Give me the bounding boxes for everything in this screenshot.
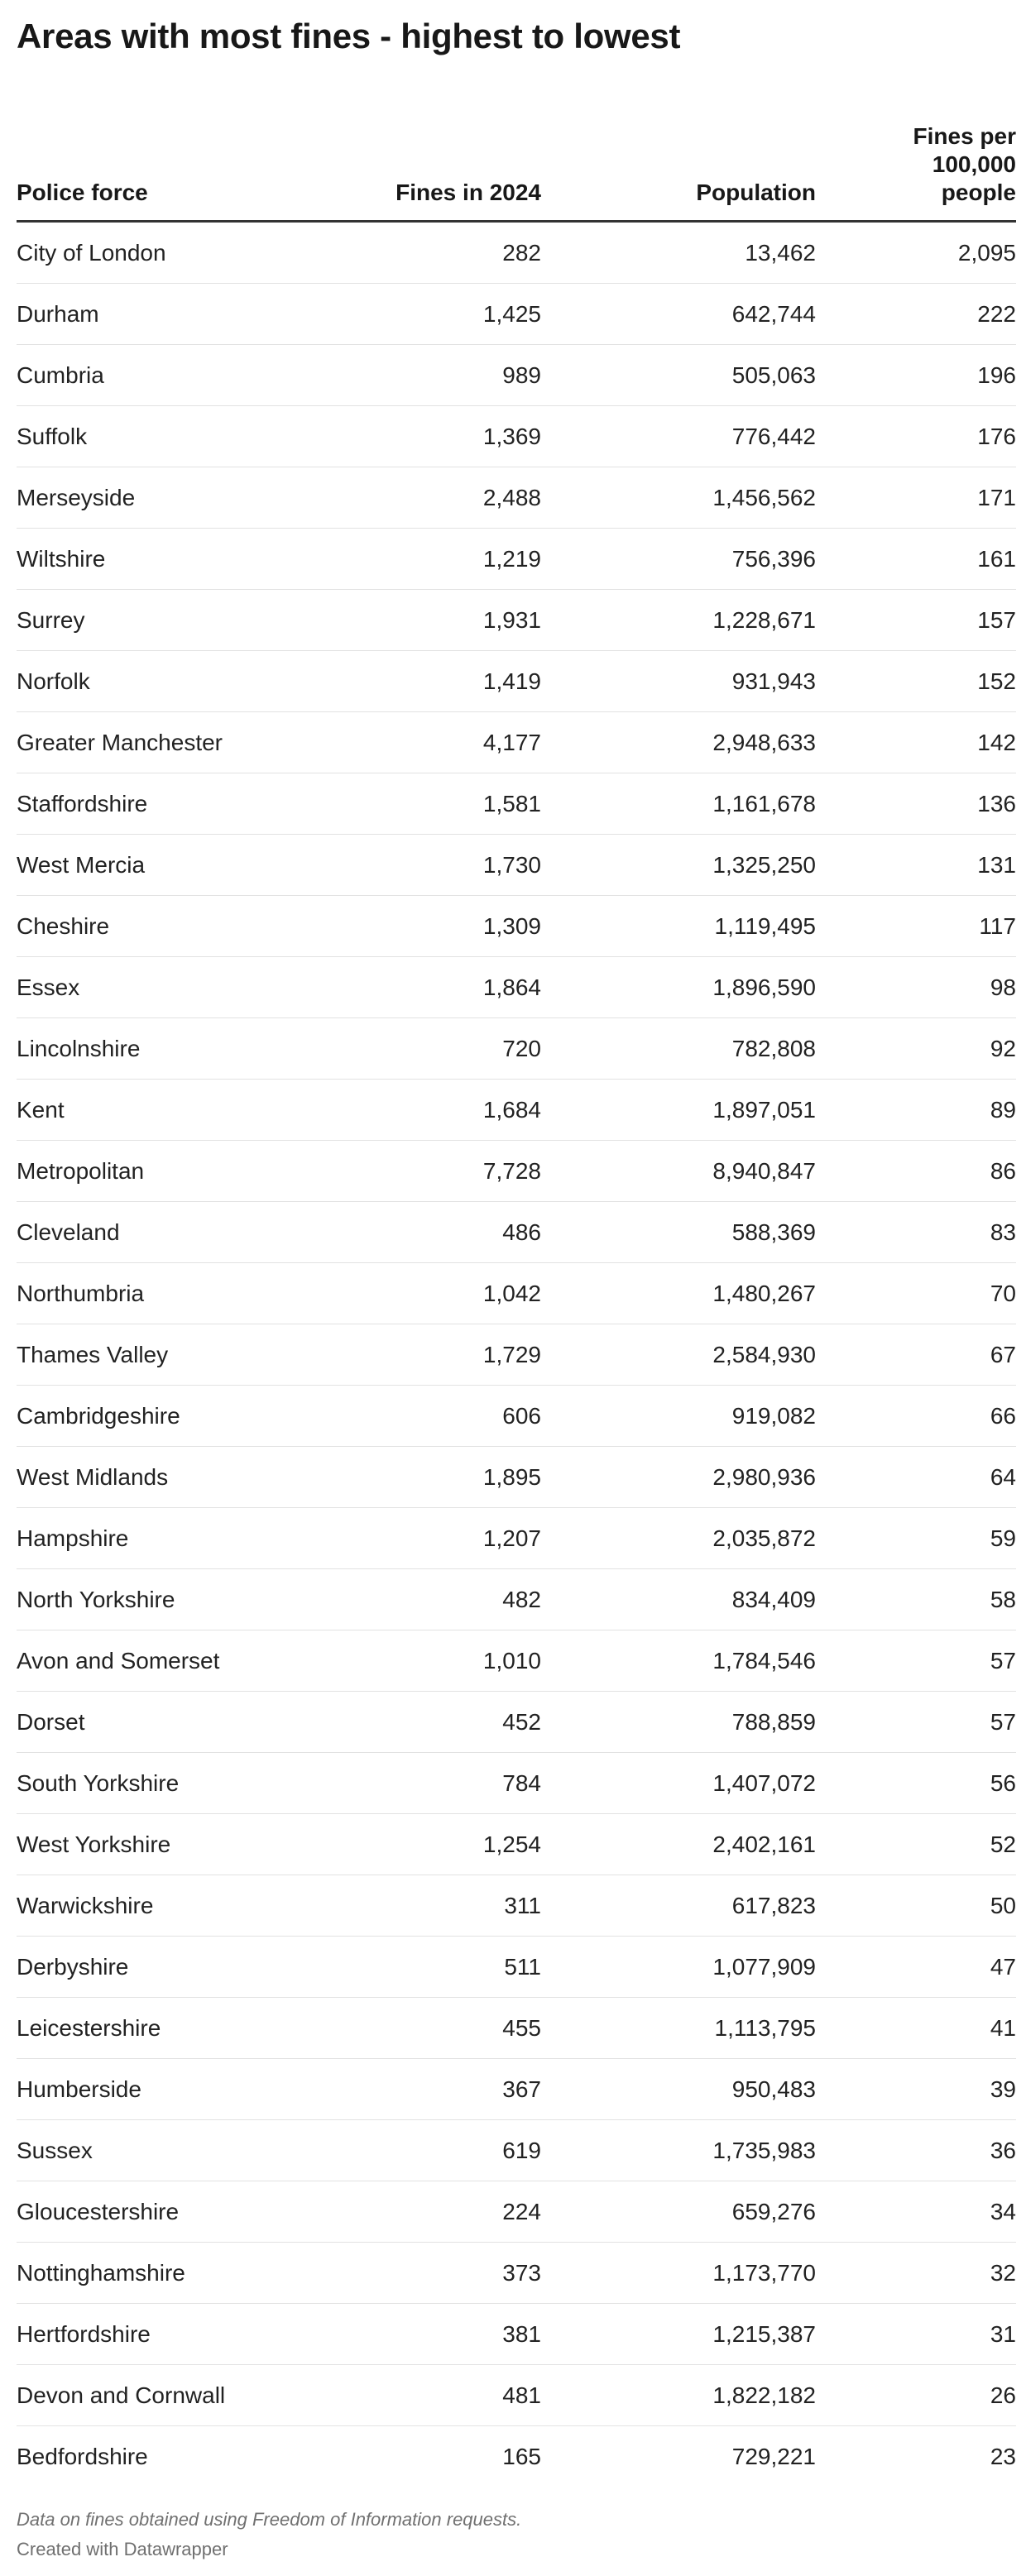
fines-2024-cell: 2,488 (291, 467, 541, 529)
population-cell: 2,035,872 (541, 1508, 816, 1569)
fines-per-100k-cell: 36 (816, 2120, 1016, 2181)
population-cell: 788,859 (541, 1692, 816, 1753)
fines-2024-cell: 606 (291, 1386, 541, 1447)
police-force-cell: Devon and Cornwall (17, 2365, 291, 2426)
table-row (17, 284, 1016, 345)
fines-2024-cell: 784 (291, 1753, 541, 1814)
fines-2024-cell: 1,369 (291, 406, 541, 467)
population-cell: 1,822,182 (541, 2365, 816, 2426)
table-row (17, 835, 1016, 896)
fines-per-100k-cell: 83 (816, 1202, 1016, 1263)
table-row (17, 1692, 1016, 1753)
police-force-cell: Suffolk (17, 406, 291, 467)
fines-per-100k-cell: 86 (816, 1141, 1016, 1202)
population-cell: 1,228,671 (541, 590, 816, 651)
fines-per-100k-cell: 2,095 (816, 222, 1016, 284)
table-row (17, 773, 1016, 835)
table-row (17, 712, 1016, 773)
table-row (17, 1814, 1016, 1875)
police-force-cell: Avon and Somerset (17, 1630, 291, 1692)
fines-per-100k-cell: 50 (816, 1875, 1016, 1937)
police-force-cell: North Yorkshire (17, 1569, 291, 1630)
population-cell: 1,456,562 (541, 467, 816, 529)
fines-per-100k-cell: 117 (816, 896, 1016, 957)
fines-2024-cell: 989 (291, 345, 541, 406)
fines-2024-cell: 1,730 (291, 835, 541, 896)
population-cell: 1,897,051 (541, 1080, 816, 1141)
table-row (17, 406, 1016, 467)
population-cell: 617,823 (541, 1875, 816, 1937)
fines-2024-cell: 1,684 (291, 1080, 541, 1141)
fines-per-100k-cell: 57 (816, 1692, 1016, 1753)
police-force-cell: Hertfordshire (17, 2304, 291, 2365)
table-row (17, 1202, 1016, 1263)
table-row (17, 651, 1016, 712)
police-force-cell: Cumbria (17, 345, 291, 406)
population-cell: 931,943 (541, 651, 816, 712)
table-row (17, 896, 1016, 957)
fines-2024-cell: 481 (291, 2365, 541, 2426)
table-row (17, 590, 1016, 651)
table-row (17, 957, 1016, 1018)
table-row (17, 1324, 1016, 1386)
police-force-cell: Cleveland (17, 1202, 291, 1263)
fines-2024-cell: 1,581 (291, 773, 541, 835)
population-cell: 756,396 (541, 529, 816, 590)
police-force-cell: Derbyshire (17, 1937, 291, 1998)
fines-per-100k-cell: 39 (816, 2059, 1016, 2120)
fines-2024-cell: 720 (291, 1018, 541, 1080)
column-header-fines-2024[interactable]: Fines in 2024 (291, 101, 541, 222)
police-force-cell: Cheshire (17, 896, 291, 957)
police-force-cell: West Mercia (17, 835, 291, 896)
fines-2024-cell: 482 (291, 1569, 541, 1630)
police-force-cell: Metropolitan (17, 1141, 291, 1202)
police-force-cell: Wiltshire (17, 529, 291, 590)
population-cell: 2,980,936 (541, 1447, 816, 1508)
credit-note: Created with Datawrapper (17, 2539, 228, 2559)
fines-per-100k-cell: 31 (816, 2304, 1016, 2365)
police-force-cell: Essex (17, 957, 291, 1018)
table-header (17, 101, 1016, 222)
police-force-cell: Thames Valley (17, 1324, 291, 1386)
header-row (17, 101, 1016, 222)
chart-title: Areas with most fines - highest to lowest (17, 17, 681, 55)
population-cell: 1,407,072 (541, 1753, 816, 1814)
fines-2024-cell: 1,419 (291, 651, 541, 712)
population-cell: 1,735,983 (541, 2120, 816, 2181)
police-force-cell: Nottinghamshire (17, 2243, 291, 2304)
population-cell: 1,480,267 (541, 1263, 816, 1324)
police-force-cell: Gloucestershire (17, 2181, 291, 2243)
table-row (17, 2120, 1016, 2181)
footer-notes (17, 2505, 521, 2564)
fines-per-100k-cell: 176 (816, 406, 1016, 467)
fines-per-100k-cell: 196 (816, 345, 1016, 406)
population-cell: 729,221 (731, 2443, 816, 2469)
police-force-cell: Cambridgeshire (17, 1386, 291, 1447)
fines-per-100k-cell: 171 (816, 467, 1016, 529)
table-row (17, 1141, 1016, 1202)
population-cell: 588,369 (541, 1202, 816, 1263)
fines-2024-cell: 7,728 (291, 1141, 541, 1202)
fines-per-100k-cell: 32 (816, 2243, 1016, 2304)
fines-per-100k-cell: 34 (816, 2181, 1016, 2243)
population-cell: 1,119,495 (541, 896, 816, 957)
fines-per-100k-cell: 52 (816, 1814, 1016, 1875)
fines-2024-cell: 1,729 (291, 1324, 541, 1386)
population-cell: 1,215,387 (541, 2304, 816, 2365)
fines-2024-cell: 1,219 (291, 529, 541, 590)
population-cell: 950,483 (541, 2059, 816, 2120)
population-cell: 919,082 (541, 1386, 816, 1447)
population-cell: 834,409 (541, 1569, 816, 1630)
table-row (17, 2059, 1016, 2120)
population-cell: 2,584,930 (541, 1324, 816, 1386)
fines-2024-cell: 619 (291, 2120, 541, 2181)
police-force-cell: Durham (17, 284, 291, 345)
police-force-cell: Dorset (17, 1692, 291, 1753)
table-row (17, 1447, 1016, 1508)
population-cell: 1,896,590 (541, 957, 816, 1018)
fines-2024-cell: 1,254 (291, 1814, 541, 1875)
population-cell: 1,173,770 (541, 2243, 816, 2304)
fines-per-100k-cell: 89 (816, 1080, 1016, 1141)
fines-per-100k-cell: 92 (816, 1018, 1016, 1080)
fines-per-100k-cell: 23 (990, 2443, 1016, 2469)
table-row (17, 529, 1016, 590)
fines-per-100k-cell: 66 (816, 1386, 1016, 1447)
police-force-cell: Humberside (17, 2059, 291, 2120)
police-force-cell: City of London (17, 222, 291, 284)
fines-per-100k-cell: 157 (816, 590, 1016, 651)
fines-per-100k-cell: 70 (816, 1263, 1016, 1324)
population-cell: 659,276 (541, 2181, 816, 2243)
table-row (17, 1753, 1016, 1814)
fines-per-100k-cell: 142 (816, 712, 1016, 773)
column-header-police-force[interactable]: Police force (17, 101, 291, 222)
table-row (17, 1263, 1016, 1324)
fines-table (17, 101, 1016, 2487)
table-row (17, 2181, 1016, 2243)
police-force-cell: Kent (17, 1080, 291, 1141)
population-cell: 8,940,847 (541, 1141, 816, 1202)
fines-2024-cell: 452 (291, 1692, 541, 1753)
police-force-cell: Bedfordshire (17, 2443, 148, 2469)
fines-per-100k-cell: 161 (816, 529, 1016, 590)
table-row (17, 2243, 1016, 2304)
table-row (17, 1018, 1016, 1080)
population-cell: 1,784,546 (541, 1630, 816, 1692)
fines-2024-cell: 373 (291, 2243, 541, 2304)
population-cell: 1,077,909 (541, 1937, 816, 1998)
table-row (17, 345, 1016, 406)
police-force-cell: Surrey (17, 590, 291, 651)
table-row (17, 1998, 1016, 2059)
population-cell: 1,325,250 (541, 835, 816, 896)
police-force-cell: Leicestershire (17, 1998, 291, 2059)
fines-2024-cell: 511 (291, 1937, 541, 1998)
table-body (17, 222, 1016, 2487)
police-force-cell: Sussex (17, 2120, 291, 2181)
police-force-cell: Greater Manchester (17, 712, 291, 773)
fines-per-100k-cell: 41 (816, 1998, 1016, 2059)
table-row (17, 222, 1016, 284)
population-cell: 1,113,795 (541, 1998, 816, 2059)
fines-2024-cell: 1,010 (291, 1630, 541, 1692)
fines-per-100k-cell: 47 (816, 1937, 1016, 1998)
fines-per-100k-cell: 222 (816, 284, 1016, 345)
fines-2024-cell: 381 (291, 2304, 541, 2365)
fines-2024-cell: 1,864 (291, 957, 541, 1018)
fines-per-100k-cell: 98 (816, 957, 1016, 1018)
population-cell: 642,744 (541, 284, 816, 345)
population-cell: 1,161,678 (541, 773, 816, 835)
population-cell: 505,063 (541, 345, 816, 406)
fines-per-100k-cell: 58 (816, 1569, 1016, 1630)
fines-per-100k-cell: 136 (816, 773, 1016, 835)
police-force-cell: Norfolk (17, 651, 291, 712)
population-cell: 2,402,161 (541, 1814, 816, 1875)
fines-2024-cell: 1,042 (291, 1263, 541, 1324)
police-force-cell: West Midlands (17, 1447, 291, 1508)
fines-per-100k-cell: 59 (816, 1508, 1016, 1569)
table-row (17, 1875, 1016, 1937)
police-force-cell: Northumbria (17, 1263, 291, 1324)
fines-per-100k-cell: 67 (816, 1324, 1016, 1386)
fines-2024-cell: 311 (291, 1875, 541, 1937)
population-cell: 13,462 (541, 222, 816, 284)
table-row (17, 1569, 1016, 1630)
table-row (17, 1386, 1016, 1447)
fines-per-100k-cell: 26 (816, 2365, 1016, 2426)
police-force-cell: Warwickshire (17, 1875, 291, 1937)
table-row (17, 1080, 1016, 1141)
fines-2024-cell: 1,207 (291, 1508, 541, 1569)
police-force-cell: Lincolnshire (17, 1018, 291, 1080)
police-force-cell: South Yorkshire (17, 1753, 291, 1814)
table-row (17, 1937, 1016, 1998)
fines-2024-cell: 1,931 (291, 590, 541, 651)
column-header-fines-per-100k[interactable] (816, 101, 1016, 222)
fines-2024-cell: 1,309 (291, 896, 541, 957)
population-cell: 776,442 (541, 406, 816, 467)
table-row (17, 467, 1016, 529)
fines-per-100k-cell: 131 (816, 835, 1016, 896)
table-row (17, 2365, 1016, 2426)
table-row (17, 1630, 1016, 1692)
column-header-population[interactable]: Population (541, 101, 816, 222)
fines-2024-cell: 282 (291, 222, 541, 284)
fines-2024-cell: 4,177 (291, 712, 541, 773)
fines-per-100k-cell: 56 (816, 1753, 1016, 1814)
fines-2024-cell: 165 (502, 2443, 541, 2469)
fines-2024-cell: 455 (291, 1998, 541, 2059)
population-cell: 782,808 (541, 1018, 816, 1080)
fines-per-100k-header-text: Fines per 100,000 people (913, 123, 1016, 205)
police-force-cell: West Yorkshire (17, 1814, 291, 1875)
fines-2024-cell: 1,895 (291, 1447, 541, 1508)
fines-2024-cell: 367 (291, 2059, 541, 2120)
police-force-cell: Staffordshire (17, 773, 291, 835)
fines-2024-cell: 1,425 (291, 284, 541, 345)
police-force-cell: Merseyside (17, 467, 291, 529)
source-note: Data on fines obtained using Freedom of Information requests. (17, 2509, 522, 2530)
fines-per-100k-cell: 64 (816, 1447, 1016, 1508)
fines-per-100k-cell: 152 (816, 651, 1016, 712)
fines-per-100k-cell: 57 (816, 1630, 1016, 1692)
population-cell: 2,948,633 (541, 712, 816, 773)
police-force-cell: Hampshire (17, 1508, 291, 1569)
fines-2024-cell: 486 (291, 1202, 541, 1263)
fines-2024-cell: 224 (291, 2181, 541, 2243)
table-row (17, 2304, 1016, 2365)
table-row (17, 2426, 1016, 2487)
table-row (17, 1508, 1016, 1569)
